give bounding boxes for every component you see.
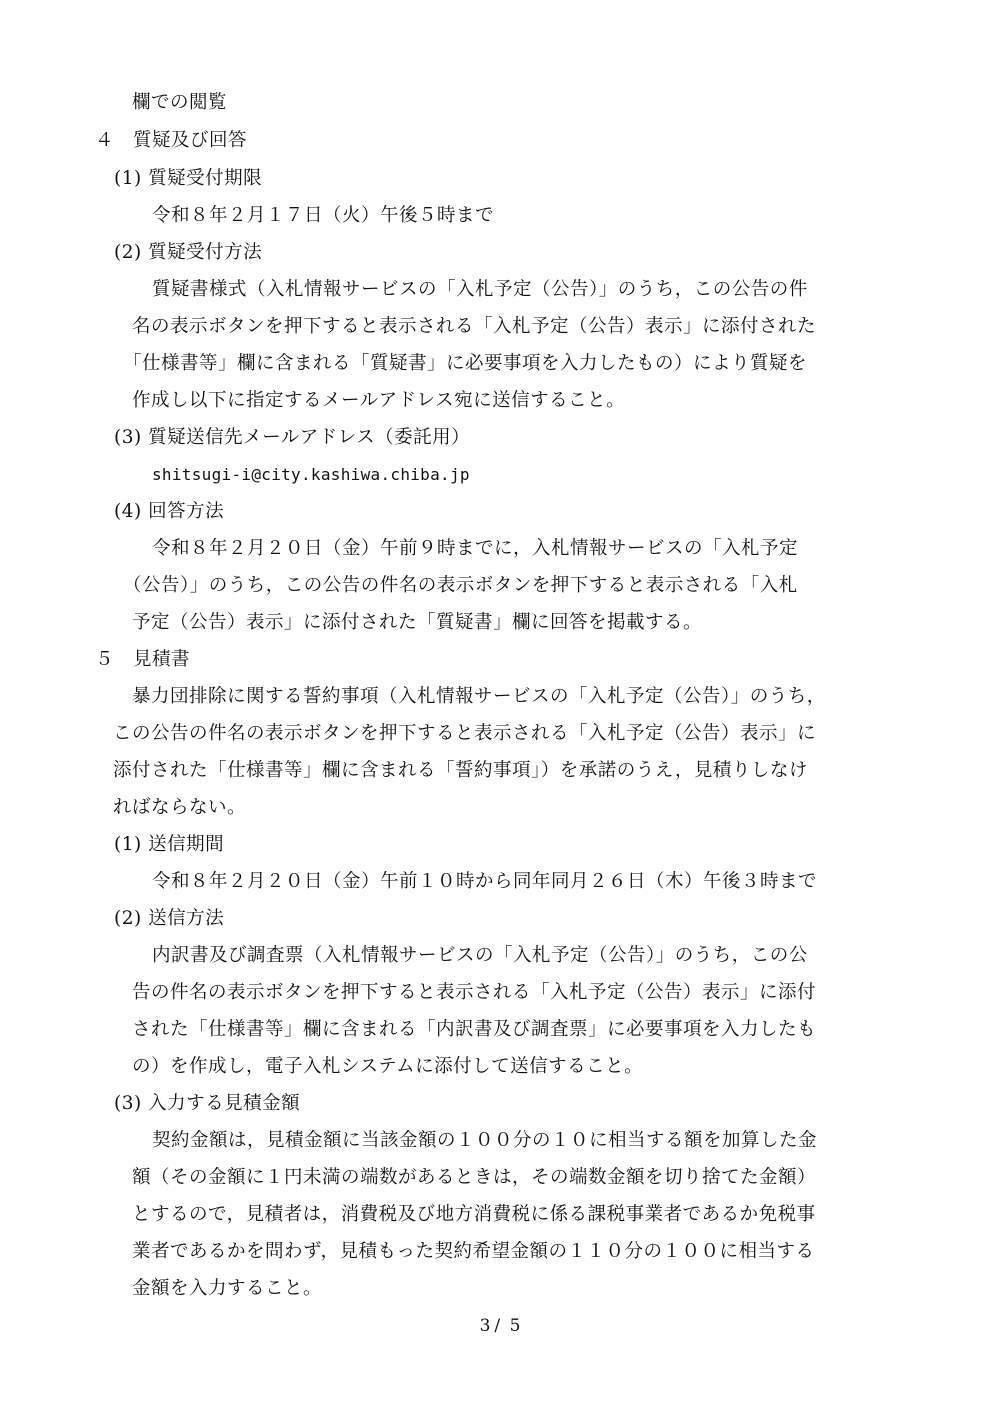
text-line: （公告）」のうち，この公告の件名の表示ボタンを押下すると表示される「入札 bbox=[123, 575, 798, 596]
text-line: 質疑書様式（入札情報サービスの「入札予定（公告）」のうち，この公告の件 bbox=[152, 279, 808, 300]
subsection-heading: (2) 質疑受付方法 bbox=[114, 242, 263, 263]
text-line: 契約金額は，見積金額に当該金額の１００分の１０に相当する額を加算した金 bbox=[152, 1130, 818, 1151]
page-number bbox=[0, 1316, 1000, 1336]
text-line: 令和８年２月２０日（金）午前９時までに，入札情報サービスの「入札予定 bbox=[152, 538, 799, 559]
page-number-current: 3 bbox=[479, 1316, 491, 1336]
text-line: の）を作成し，電子入札システムに添付して送信すること。 bbox=[132, 1056, 644, 1077]
subsection-heading: (2) 送信方法 bbox=[114, 908, 225, 929]
subsection-heading: (4) 回答方法 bbox=[114, 501, 225, 522]
text-line: 令和８年２月２０日（金）午前１０時から同年同月２６日（木）午後３時まで bbox=[152, 871, 818, 892]
section-heading: ５ 見積書 bbox=[95, 649, 191, 670]
page-number-total: 5 bbox=[509, 1316, 521, 1336]
text-line: 欄での閲覧 bbox=[132, 92, 228, 113]
text-line: この公告の件名の表示ボタンを押下すると表示される「入札予定（公告）表示」に bbox=[113, 723, 817, 744]
page-number-separator: / bbox=[494, 1316, 501, 1336]
text-line: 額（その金額に１円未満の端数があるときは，その端数金額を切り捨てた金額） bbox=[132, 1167, 817, 1188]
text-line: 名の表示ボタンを押下すると表示される「入札予定（公告）表示」に添付された bbox=[132, 316, 817, 337]
subsection-heading: (1) 送信期間 bbox=[114, 834, 225, 855]
text-line: 予定（公告）表示」に添付された「質疑書」欄に回答を掲載する。 bbox=[132, 612, 703, 633]
subsection-heading: (1) 質疑受付期限 bbox=[114, 168, 263, 189]
text-line: 令和８年２月１７日（火）午後５時まで bbox=[152, 205, 495, 226]
text-line: 添付された「仕様書等」欄に含まれる「誓約事項」）を承諾のうえ，見積りしなけ bbox=[113, 760, 808, 781]
text-line: 業者であるかを問わず，見積もった契約希望金額の１１０分の１００に相当する bbox=[132, 1241, 815, 1262]
section-heading: ４ 質疑及び回答 bbox=[95, 130, 248, 151]
text-line: とするので，見積者は，消費税及び地方消費税に係る課税事業者であるか免税事 bbox=[132, 1204, 816, 1225]
text-line: 作成し以下に指定するメールアドレス宛に送信すること。 bbox=[132, 390, 626, 411]
text-line: 告の件名の表示ボタンを押下すると表示される「入札予定（公告）表示」に添付 bbox=[132, 982, 817, 1003]
email-address: shitsugi-i@city.kashiwa.chiba.jp bbox=[152, 465, 470, 484]
text-line: された「仕様書等」欄に含まれる「内訳書及び調査票」に必要事項を入力したも bbox=[132, 1019, 817, 1040]
subsection-heading: (3) 質疑送信先メールアドレス（委託用） bbox=[114, 427, 471, 448]
text-line: 内訳書及び調査票（入札情報サービスの「入札予定（公告）」のうち，この公 bbox=[152, 945, 808, 966]
text-line: 暴力団排除に関する誓約事項（入札情報サービスの「入札予定（公告）」のうち， bbox=[132, 686, 826, 707]
text-line: 金額を入力すること。 bbox=[132, 1278, 323, 1299]
text-line: ればならない。 bbox=[113, 797, 247, 818]
subsection-heading: (3) 入力する見積金額 bbox=[114, 1093, 301, 1114]
text-line: 「仕様書等」欄に含まれる「質疑書」に必要事項を入力したもの）により質疑を bbox=[123, 353, 808, 374]
